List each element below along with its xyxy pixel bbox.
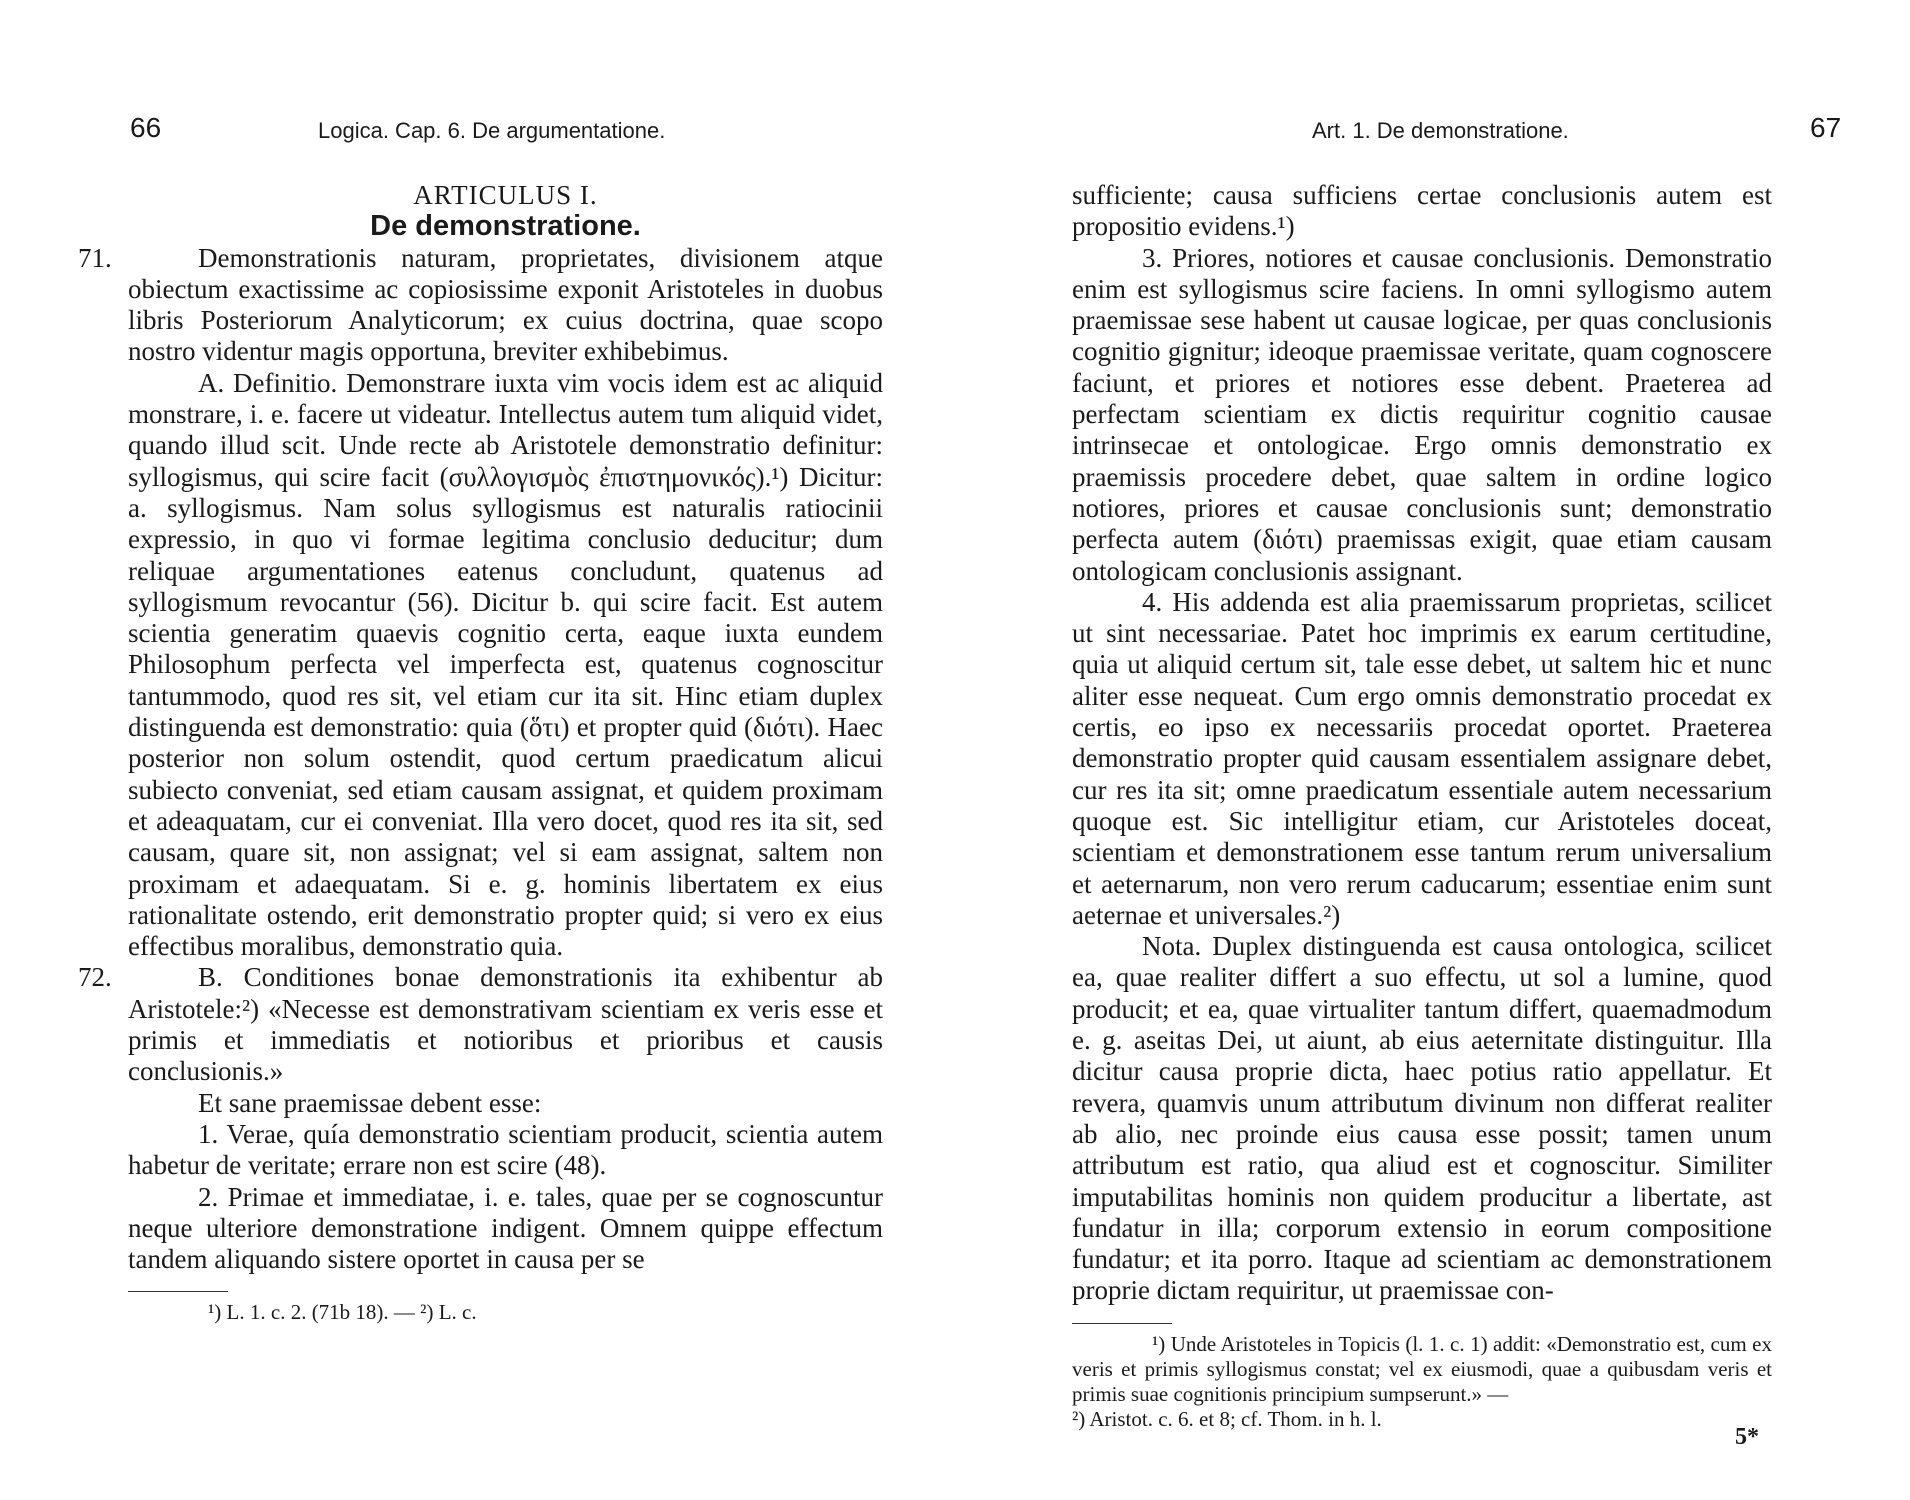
footnote-right-1: ¹) Unde Aristoteles in Topicis (l. 1. c. 1) addit: «Demonstratio est, cum ex veris et primis syllogismus constat; vel ex eiusmodi, quae a quibusdam veris et primis suae cognitionis principium sumpserunt.» — — [1072, 1331, 1772, 1406]
paragraph-72 — [78, 962, 883, 1087]
paragraph-priores: 3. Priores, notiores et causae conclusionis. Demonstratio enim est syllogismus scire faciens. In omni syllogismo autem praemissae sese habent ut causae logicae, per quas conclusionis cognitio gignitur; ideoque praemissae veritate, quam cognoscere faciunt, et priores et notiores esse debent. Praeterea ad perfectam scientiam ex dictis requiritur cognitio causae intrinsecae et ontologicae. Ergo omnis demonstratio ex praemissis procedere debet, quae saltem in ordine logico notiores, priores et causae conclusionis sunt; demonstratio perfecta autem (διότι) praemissas exigit, quae etiam causam ontologicam conclusionis assignant. — [1072, 242, 1772, 586]
paragraph-text-71: Demonstrationis naturam, proprietates, divisionem atque obiectum exactissime ac copiosissime exponit Aristoteles in duobus libris Posteriorum Analyticorum; ex cuius doctrina, quae scopo nostro videntur magis opportuna, breviter exhibebimus. — [128, 242, 883, 367]
signature-mark: 5* — [1735, 1424, 1759, 1450]
footnote-right-2: ²) Aristot. c. 6. et 8; cf. Thom. in h. l. — [1072, 1406, 1382, 1431]
paragraph-nota: Nota. Duplex distinguenda est causa ontologica, scilicet ea, quae realiter differt a suo effectu, ut sol a lumine, quod producit; et ea, quae virtualiter tantum differt, quaemadmodum e. g. aseitas Dei, ut aiunt, ab eius aeternitate distinguitur. Illa dicitur causa proprie dicta, haec potius ratio appellatur. Et revera, quamvis unum attributum divinum non differat realiter ab alio, nec proinde eius causa esse possit; tamen unum attributum est ratio, qua aliud est et cognoscitur. Similiter imputabilitas hominis non quidem producitur a libertate, ast fundatur in illa; corporum extensio in eorum compositione fundatur; et ita porro. Itaque ad scientiam ac demonstrationem proprie dictam requiritur, ut praemissae con- — [1072, 931, 1772, 1306]
footnote-left: ¹) L. 1. c. 2. (71b 18). — ²) L. c. — [208, 1300, 477, 1325]
paragraph-number-71: 71. — [78, 242, 112, 273]
paragraph-number-72: 72. — [78, 962, 112, 993]
heading-articulus: ARTICULUS I. — [413, 180, 598, 210]
page-number-right: 67 — [1810, 112, 1842, 143]
running-head-right: Art. 1. De demonstratione. — [1312, 118, 1569, 143]
left-text-block — [78, 180, 883, 1325]
page-number-left: 66 — [130, 112, 162, 143]
paragraph-necessariae: 4. His addenda est alia praemissarum proprietas, scilicet ut sint necessariae. Patet hoc imprimis ex earum certitudine, quia ut aliquid certum sit, tale esse debet, ut saltem hic et nunc aliter esse nequeat. Cum ergo omnis demonstratio procedat ex certis, eo ipso ex necessariis procedat oportet. Praeterea demonstratio propter quid causam essentialem assignare debet, cur res ita sit; omne praedicatum essentiale autem necessarium quoque est. Sic intelligitur etiam, cur Aristoteles doceat, scientiam et demonstrationem esse tantum rerum universalium et aeternarum, non vero rerum caducarum; essentiae enim sunt aeternae et universales.²) — [1072, 586, 1772, 930]
paragraph-conditiones: B. Conditiones bonae demonstrationis ita exhibentur ab Aristotele:²) «Necesse est demonstrativam scientiam ex veris esse et primis et immediatis et notioribus et prioribus et causis conclusionis.» — [128, 962, 883, 1087]
right-text-block — [1072, 180, 1772, 1432]
footnote-separator-right — [1072, 1323, 1172, 1324]
paragraph-71 — [78, 242, 883, 368]
running-head-left: Logica. Cap. 6. De argumentatione. — [318, 118, 666, 143]
paragraph-primae: 2. Primae et immediatae, i. e. tales, quae per se cognoscuntur neque ulteriore demonstratione indigent. Omnem quippe effectum tandem aliquando sistere oportet in causa per se — [128, 1181, 883, 1275]
footnote-separator-left — [128, 1291, 228, 1292]
paragraph-continuation: sufficiente; causa sufficiens certae conclusionis autem est propositio evidens.¹) — [1072, 180, 1772, 242]
right-page — [955, 0, 1910, 1500]
paragraph-et-sane: Et sane praemissae debent esse: — [198, 1087, 542, 1118]
paragraph-verae: 1. Verae, quía demonstratio scientiam producit, scientia autem habetur de veritate; errare non est scire (48). — [128, 1118, 883, 1181]
heading-title: De demonstratione. — [370, 210, 641, 243]
paragraph-definitio: A. Definitio. Demonstrare iuxta vim vocis idem est ac aliquid monstrare, i. e. facere ut videatur. Intellectus autem tum aliquid videt, quando illud scit. Unde recte ab Aristotele demonstratio definitur: syllogismus, qui scire facit (συλλογισμὸς ἐπιστημονικός).¹) Dicitur: a. syllogismus. Nam solus syllogismus est naturalis ratiocinii expressio, in quo vi formae legitima conclusio deducitur; dum reliquae argumentationes eatenus concludunt, quatenus ad syllogismum revocantur (56). Dicitur b. qui scire facit. Est autem scientia generatim quaevis cognitio certa, eaque iuxta eundem Philosophum perfecta vel imperfecta est, quatenus cognoscitur tantummodo, quod res sit, vel etiam cur ita sit. Hinc etiam duplex distinguenda est demonstratio: quia (ὅτι) et propter quid (διότι). Haec posterior non solum ostendit, quod certum praedicatum alicui subiecto conveniat, sed etiam causam assignat, et quidem proximam et adeaquatam, cur ei conveniat. Illa vero docet, quod res ita sit, sed causam, quare sit, non assignat; vel si eam assignat, saltem non proximam et adaequatam. Si e. g. hominis libertatem ex eius rationalitate ostendo, erit demonstratio propter quid; si vero ex eius effectibus moralibus, demonstratio quia. — [128, 367, 883, 962]
